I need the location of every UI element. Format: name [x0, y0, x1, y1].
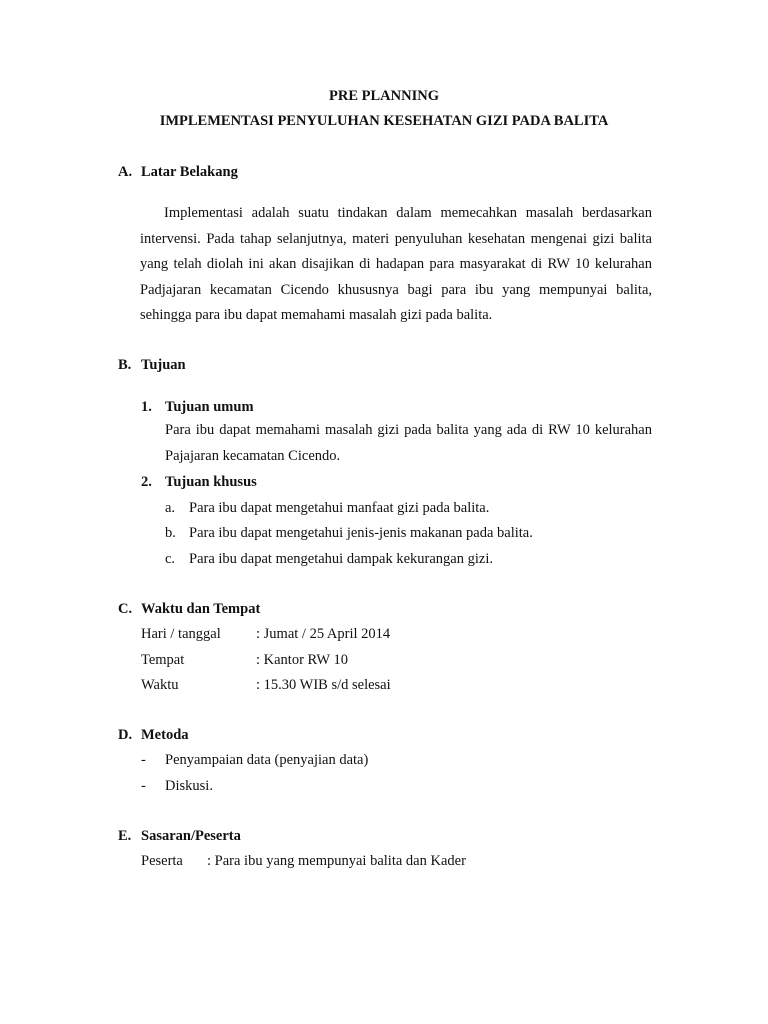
section-a-heading: Latar Belakang [141, 164, 238, 180]
tujuan-khusus-letter-c: c. [165, 551, 176, 567]
section-d-heading: Metoda [141, 727, 189, 743]
metoda-bullet: - [141, 778, 146, 794]
section-b-label: B. [118, 357, 132, 373]
section-e-label: E. [118, 828, 132, 844]
metoda-bullet: - [141, 752, 146, 768]
section-c-label: C. [118, 601, 133, 617]
section-a-paragraph: Implementasi adalah suatu tindakan dalam memecahkan masalah berdasarkan intervensi. Pada tahap selanjutnya, materi penyuluhan kesehatan mengenai gizi balita yang telah diolah ini akan disajikan di hadapan para masyarakat di RW 10 kelurahan Padjajaran kecamatan Cicendo khususnya bagi para ibu yang mempunyai balita, sehingga para ibu dapat memahami masalah gizi pada balita. [140, 205, 652, 324]
metoda-item: Diskusi. [165, 778, 213, 794]
peserta-value: : Para ibu yang mempunyai balita dan Kader [207, 853, 466, 869]
tujuan-khusus-letter-b: b. [165, 525, 176, 541]
tujuan-khusus-heading: Tujuan khusus [165, 474, 257, 490]
waktu-row-key: Waktu [141, 677, 179, 693]
tujuan-khusus-item-a: Para ibu dapat mengetahui manfaat gizi pada balita. [189, 500, 490, 516]
peserta-key: Peserta [141, 853, 183, 869]
waktu-row-key: Tempat [141, 652, 185, 668]
tujuan-umum-heading: Tujuan umum [165, 399, 254, 415]
tujuan-khusus-number: 2. [141, 474, 152, 490]
section-c-heading: Waktu dan Tempat [141, 601, 261, 617]
document-subtitle: IMPLEMENTASI PENYULUHAN KESEHATAN GIZI PADA BALITA [159, 113, 609, 129]
section-d-label: D. [118, 727, 133, 743]
tujuan-umum-text: Para ibu dapat memahami masalah gizi pada balita yang ada di RW 10 kelurahan Pajajaran kecamatan Cicendo. [165, 422, 652, 464]
section-b-heading: Tujuan [141, 357, 186, 373]
waktu-row-key: Hari / tanggal [141, 626, 221, 642]
waktu-row-value: : Kantor RW 10 [256, 652, 348, 668]
tujuan-khusus-item-c: Para ibu dapat mengetahui dampak kekurangan gizi. [189, 551, 493, 567]
document-title: PRE PLANNING [329, 88, 439, 104]
waktu-row-value: : 15.30 WIB s/d selesai [256, 677, 391, 693]
tujuan-khusus-item-b: Para ibu dapat mengetahui jenis-jenis makanan pada balita. [189, 525, 533, 541]
section-a-label: A. [118, 164, 133, 180]
waktu-row-value: : Jumat / 25 April 2014 [256, 626, 391, 642]
tujuan-umum-number: 1. [141, 399, 152, 415]
section-e-heading: Sasaran/Peserta [141, 828, 241, 844]
metoda-item: Penyampaian data (penyajian data) [165, 752, 369, 768]
tujuan-khusus-letter-a: a. [165, 500, 176, 516]
